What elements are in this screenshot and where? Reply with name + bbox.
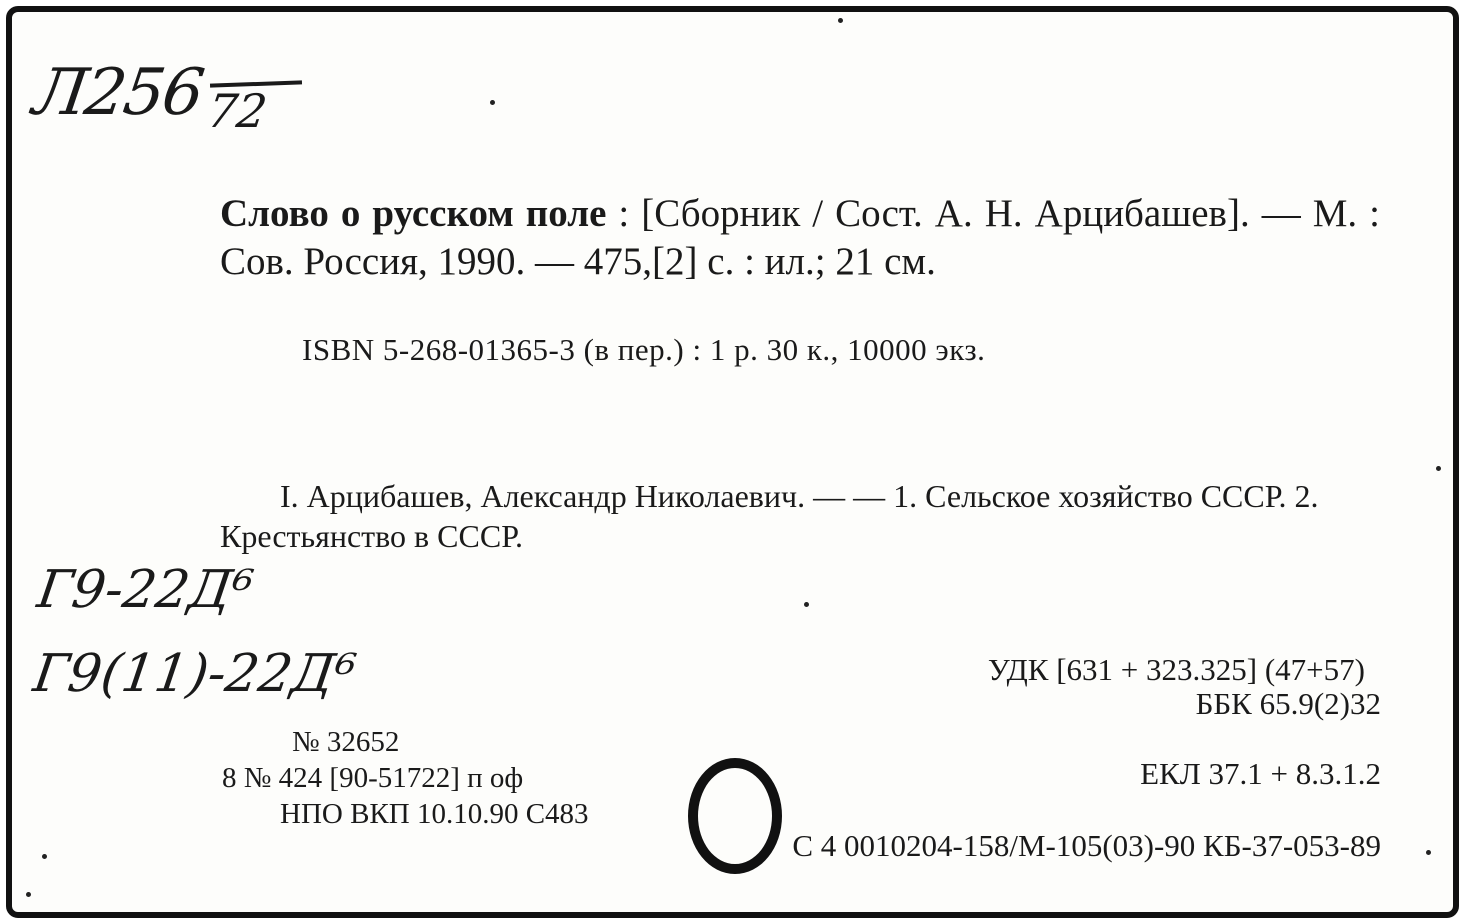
bbk-code: ББК 65.9(2)32 (1195, 686, 1381, 721)
record-number: № 32652 (292, 726, 400, 758)
udk-code: УДК [631 + 323.325] (47+57) (987, 652, 1365, 687)
speck (804, 602, 809, 607)
entry-description: : [Сборник / Сост. А. Н. Арцибашев]. — М. : Сов. Россия, 1990. — 475,[2] с. : ил.; 21 см. (220, 192, 1380, 283)
tracing-line: I. Арцибашев, Александр Николаевич. — — 1. Сельское хозяйство СССР. 2. Крестьянство в СССР. (220, 478, 1319, 554)
handwritten-code-2: Г9(11)-22Д⁶ (29, 644, 360, 704)
isbn-line: ISBN 5-268-01365-3 (в пер.) : 1 р. 30 к., 10000 экз. (302, 332, 986, 367)
ekl-code: ЕКЛ 37.1 + 8.3.1.2 (1140, 756, 1381, 791)
speck (1426, 850, 1431, 855)
speck (26, 892, 31, 897)
printer-line: НПО ВКП 10.10.90 С483 (280, 798, 589, 830)
punch-hole (688, 758, 782, 874)
shelf-mark-suffix: 72 (204, 84, 271, 138)
catalog-card (6, 6, 1459, 918)
class-code-line: С 4 0010204-158/М-105(03)-90 КБ-37-053-89 (792, 828, 1381, 863)
speck (42, 854, 47, 859)
entry-heading: Слово о русском поле (220, 192, 607, 235)
shelf-mark-number: Л256 (28, 56, 207, 130)
bibliographic-entry (220, 190, 1380, 286)
speck (490, 100, 495, 105)
speck (838, 18, 843, 23)
order-line: 8 № 424 [90-51722] п оф (222, 762, 524, 794)
speck (1436, 466, 1441, 471)
handwritten-code-1: Г9-22Д⁶ (33, 560, 257, 620)
